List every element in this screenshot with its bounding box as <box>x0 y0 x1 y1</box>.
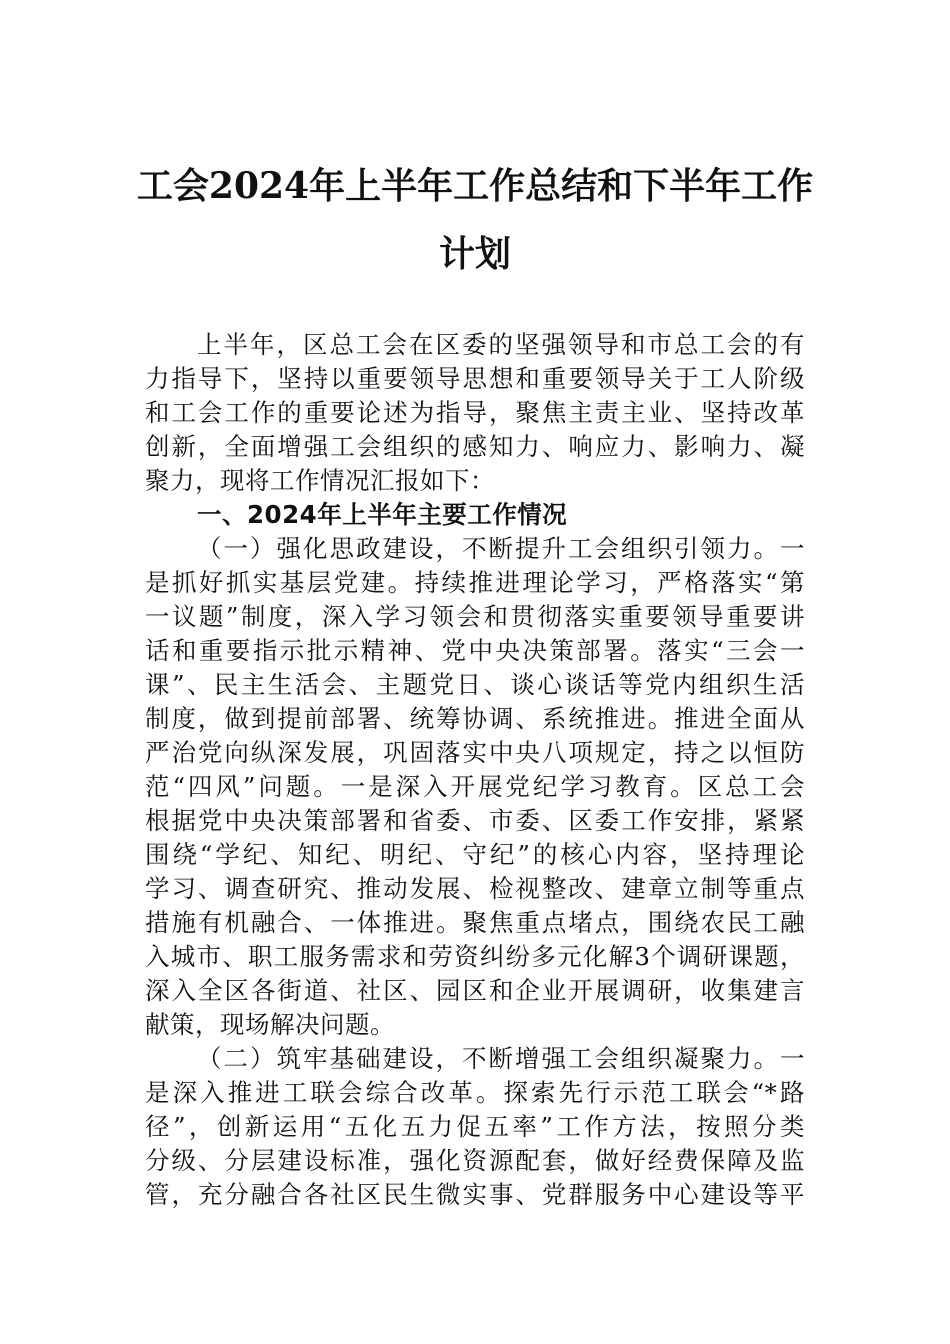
section1-line: 围绕“学纪、知纪、明纪、守纪”的核心内容，坚持理论 <box>145 840 805 869</box>
section2-line: 是深入推进工联会综合改革。探索先行示范工联会“*路 <box>145 1078 805 1107</box>
section2-line: 管，充分融合各社区民生微实事、党群服务中心建设等平 <box>145 1180 805 1209</box>
intro-line: 和工会工作的重要论述为指导，聚焦主责主业、坚持改革 <box>145 398 805 427</box>
section1-line: 范“四风”问题。一是深入开展党纪学习教育。区总工会 <box>145 772 805 801</box>
section1-line: 入城市、职工服务需求和劳资纠纷多元化解3个调研课题， <box>145 942 805 971</box>
intro-line: 创新，全面增强工会组织的感知力、响应力、影响力、凝 <box>145 432 805 461</box>
section1-line: 制度，做到提前部署、统筹协调、系统推进。推进全面从 <box>145 704 805 733</box>
section1-line: 话和重要指示批示精神、党中央决策部署。落实“三会一 <box>145 636 805 665</box>
document-body <box>145 328 805 1212</box>
section1-line: 学习、调查研究、推动发展、检视整改、建章立制等重点 <box>145 874 805 903</box>
section1-line: 是抓好抓实基层党建。持续推进理论学习，严格落实“第 <box>145 568 805 597</box>
intro-line: 聚力，现将工作情况汇报如下： <box>145 466 495 495</box>
section1-line: 献策，现场解决问题。 <box>145 1010 395 1039</box>
intro-line: 力指导下，坚持以重要领导思想和重要领导关于工人阶级 <box>145 364 805 393</box>
section-heading: 一、2024年上半年主要工作情况 <box>197 500 568 529</box>
document-title-line-1: 工会2024年上半年工作总结和下半年工作 <box>136 165 814 207</box>
section2-line: 分级、分层建设标准，强化资源配套，做好经费保障及监 <box>145 1146 805 1175</box>
section1-line: （一）强化思政建设，不断提升工会组织引领力。一 <box>197 534 805 563</box>
section1-line: 严治党向纵深发展，巩固落实中央八项规定，持之以恒防 <box>145 738 805 767</box>
section1-line: 措施有机融合、一体推进。聚焦重点堵点，围绕农民工融 <box>145 908 805 937</box>
section1-line: 根据党中央决策部署和省委、市委、区委工作安排，紧紧 <box>145 806 805 835</box>
intro-line: 上半年，区总工会在区委的坚强领导和市总工会的有 <box>197 330 805 359</box>
section1-line: 深入全区各街道、社区、园区和企业开展调研，收集建言 <box>145 976 805 1005</box>
document-title-line-2: 计划 <box>438 233 511 275</box>
section1-line: 课”、民主生活会、主题党日、谈心谈话等党内组织生活 <box>145 670 805 699</box>
section1-line: 一议题”制度，深入学习领会和贯彻落实重要领导重要讲 <box>145 602 805 631</box>
section2-line: 径”，创新运用“五化五力促五率”工作方法，按照分类 <box>145 1112 805 1141</box>
section2-line: （二）筑牢基础建设，不断增强工会组织凝聚力。一 <box>197 1044 805 1073</box>
